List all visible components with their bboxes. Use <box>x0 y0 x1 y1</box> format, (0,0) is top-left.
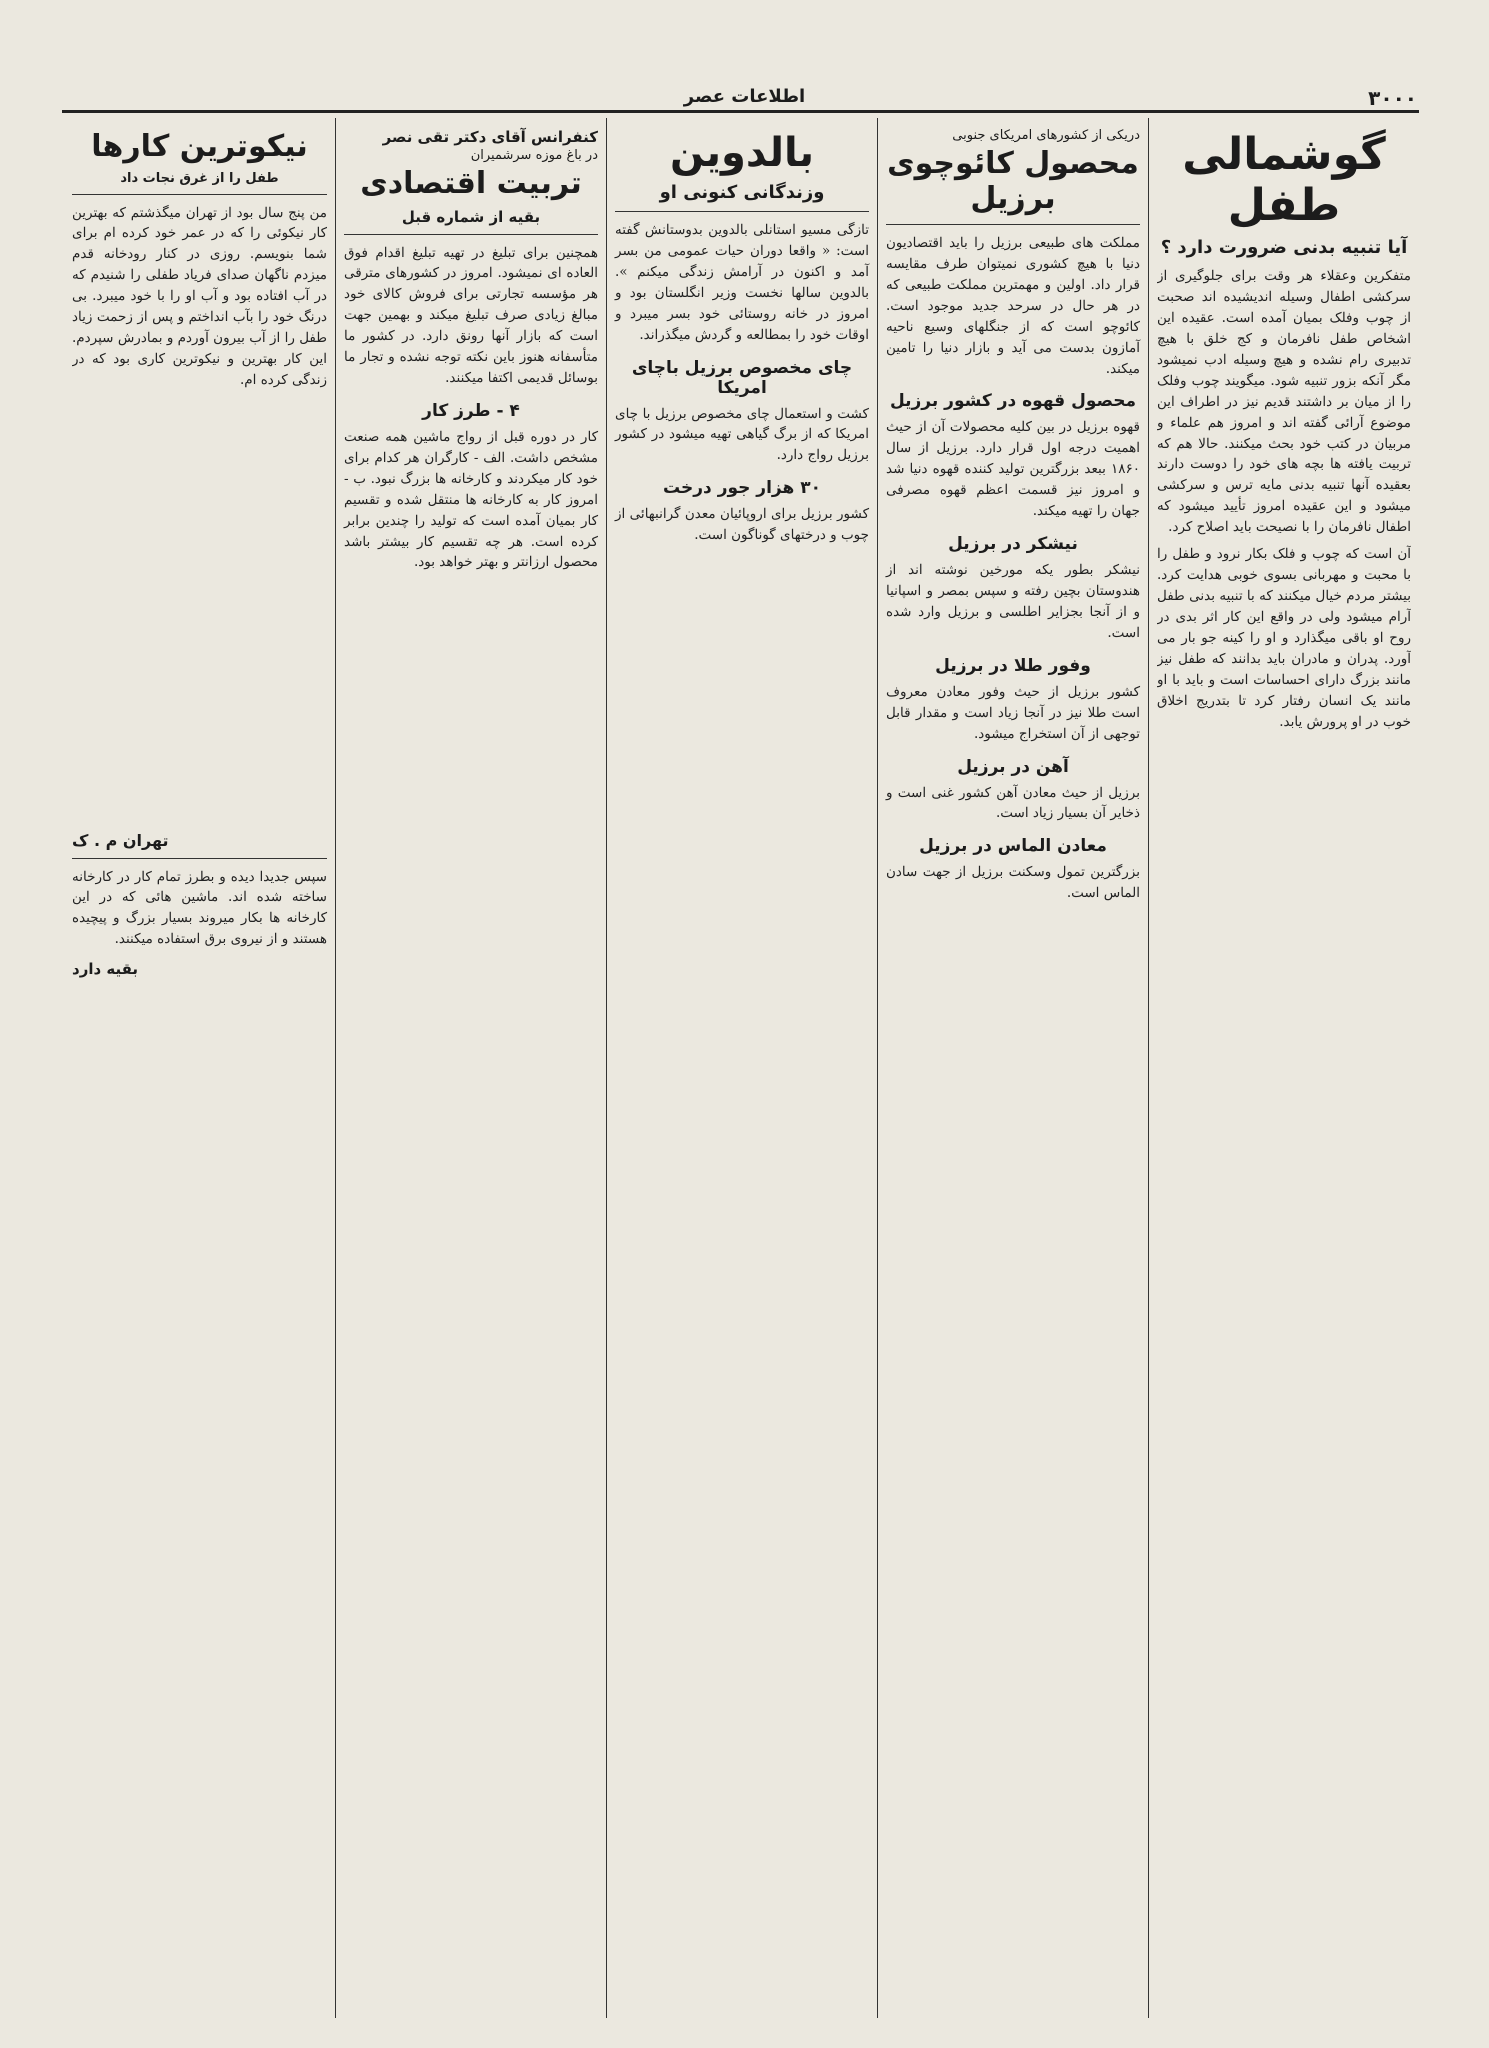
article-paragraph: کشت و استعمال چای مخصوص برزیل با چای امریکا که از برگ گیاهی تهیه میشود در کشور برزیل رواج دارد. <box>615 405 869 464</box>
section-title: محصول قهوه در کشور برزیل <box>889 391 1137 412</box>
divider <box>344 234 598 235</box>
byline: طفل را از غرق نجات داد <box>120 170 279 186</box>
article-paragraph: مملکت های طبیعی برزیل را باید اقتصادیون دنیا با هیچ کشوری نمیتوان طرف مقایسه قرار داد. اولین و مهمترین مملکت طبیعی که در هر حال در سرحد جدید موجود است. کائوچو است که از جنگلهای وسیع ناحیه آمازون بدست می آید و بازار دنیا را تامین میکند. <box>886 235 1140 377</box>
continued-note: بقیه از شماره قبل <box>401 207 541 226</box>
article-body <box>72 203 327 823</box>
section-title: ۳۰ هزار جور درخت <box>663 478 821 499</box>
article-paragraph: من پنج سال بود از تهران میگذشتم که بهترین کار نیکوئی را که در عمر خود کرده ام برای شما بنویسم. روزی در کنار رودخانه قدم میزدم ناگهان صدای فریاد طفلی را شنیدم که در آب افتاده بود و آب او را با خود میبرد. بی درنگ خود را بآب انداختم و پس از زحمت زیاد طفل را از آب بیرون آوردم و بمادرش سپردم. این کار بهترین و نیکوترین کاری بود که در زندگی کرده ام. <box>72 204 327 388</box>
header-rule <box>62 110 1419 113</box>
article-paragraph: کشور برزیل برای اروپائیان معدن گرانبهائی از چوب و درختهای گوناگون است. <box>615 506 869 544</box>
headline-baldwin: بالدوین <box>669 130 815 176</box>
section-title: آهن در برزیل <box>957 756 1069 777</box>
divider <box>72 194 327 195</box>
headline-economic-education: تربیت اقتصادی <box>360 166 582 201</box>
article-paragraph: سپس جدیدا دیده و بطرز تمام کار در کارخانه ساخته شده اند. ماشین هائی که در این کارخانه ها بکار میروند بسیار بزرگ و پیچیده هستند و از نیروی برق استفاده میکنند. <box>72 868 327 948</box>
section-title: معادن الماس در برزیل <box>919 836 1107 857</box>
divider <box>72 858 327 859</box>
section-title: نیشکر در برزیل <box>948 534 1078 555</box>
paper-name: اطلاعات عصر <box>683 86 806 107</box>
columns <box>62 118 1419 2018</box>
article-paragraph: قهوه برزیل در بین کلیه محصولات آن از حیث اهمیت درجه اول قرار دارد. برزیل از سال ۱۸۶۰ ببعد بزرگترین تولید کننده قهوه دنیا شد و امروز نیز قسمت اعظم قهوه مصرفی جهان را تهیه میکند. <box>886 419 1140 520</box>
column-5 <box>64 118 335 2018</box>
column-3 <box>606 118 877 2018</box>
article-paragraph: متفکرین وعقلاء هر وقت برای جلوگیری از سرکشی اطفال وسیله اندیشیده اند صحبت از چوب وفلک بمیان آمده است. عقیده این اشخاص طفل نافرمان و کج خلق با هیچ تدبیری رام نشده و هیچ وسیله ادب نمیشود مگر آنکه بزور تنبیه شود. میگویند چوب وفلک را از میان بر داشتند قدیم نیز در اطراف این موضوع آرائی گفته اند و امروز هم علماء و مربیان در کتب خود بحث میکنند. حالا هم که تربیت یافته ها بچه های خود را دوست دارند بعقیده آنها تنبیه بدنی مایه ترس و سرکشی میشود و این عقیده امروز تأیید میشود که اطفال نافرمان را با نصیحت باید اصلاح کرد. <box>1157 268 1411 536</box>
section-title: چای مخصوص برزیل باچای امریکا <box>631 357 853 398</box>
kicker-location: در باغ موزه سرشمیران <box>470 148 598 163</box>
headline-spanking-child: گوشمالی طفل <box>1182 129 1386 231</box>
article-paragraph: آن است که چوب و فلک بکار نرود و طفل را با محبت و مهربانی بسوی خوبی هدایت کرد. بیشتر مردم خیال میکنند که با تنبیه بدنی طفل آرام میشود ولی در واقع این کار اثر بدی در روح او باقی میگذارد و او را کینه جو بار می آورد. پدران و مادران باید بدانند که طفل نیز مانند بزرگ دارای احساسات است و باید با او مانند یک انسان رفتار کرد تا بتدریج اخلاق خوب در او پرورش یابد. <box>1157 546 1411 730</box>
page-number: ۳۰۰۰ <box>1368 86 1417 110</box>
headline-brazil-rubber: محصول کائوچوی برزیل <box>887 146 1139 216</box>
subhead-baldwin-life: وزندگانی کنونی او <box>659 182 825 203</box>
divider <box>886 224 1140 225</box>
column-2 <box>877 118 1148 2018</box>
article-paragraph: نیشکر بطور یکه مورخین نوشته اند از هندوستان بچین رفته و سپس بمصر و اسپانیا و از آنجا بجزایر اطلسی و برزیل وارد شده است. <box>886 562 1140 641</box>
headline-best-deeds: نیکوترین کارها <box>91 129 308 164</box>
article-paragraph: تازگی مسیو استانلی بالدوین بدوستانش گفته است: « واقعا دوران حیات عمومی من بسر آمد و اکنون در آرامش زندگی میکنم ». بالدوین سالها نخست وزیر انگلستان بود و امروز در خانه روستائی خود بسر میبرد و اوقات خود را بمطالعه و گردش میگذراند. <box>615 222 869 343</box>
kicker: کنفرانس آقای دکتر تقی نصر <box>382 128 598 146</box>
article-paragraph: بزرگترین تمول وسکنت برزیل از جهت سادن الماس است. <box>886 864 1140 902</box>
article-paragraph: برزیل از حیث معادن آهن کشور غنی است و ذخایر آن بسیار زیاد است. <box>886 784 1140 822</box>
column-1 <box>1148 118 1419 2018</box>
article-paragraph: کار در دوره قبل از رواج ماشین همه صنعت مشخص داشت. الف - کارگران هر کدام برای خود کار میکردند و کارخانه ها بزرگ نبود. ب - امروز کار به کارخانه ها منتقل شده و تقسیم کار بمیان آمده است که تولید را چندین برابر کرده است. هر چه تقسیم کار بیشتر باشد محصول ارزانتر و بهتر خواهد بود. <box>344 428 598 571</box>
divider <box>615 211 869 212</box>
continued-label: بقیه دارد <box>72 960 139 979</box>
signoff: تهران م . ک <box>72 830 169 850</box>
subhead-corporal-punishment: آیا تنبیه بدنی ضرورت دارد ؟ <box>1160 237 1408 259</box>
column-4 <box>335 118 606 2018</box>
article-body <box>1157 266 1411 1766</box>
section-title: وفور طلا در برزیل <box>935 655 1091 676</box>
kicker: دریکی از کشورهای امریکای جنوبی <box>952 128 1140 143</box>
section-title: ۴ - طرز کار <box>422 400 520 421</box>
article-paragraph: کشور برزیل از حیث وفور معادن معروف است طلا نیز در آنجا زیاد است و مقدار قابل توجهی از آن استخراج میشود. <box>886 683 1140 742</box>
article-paragraph: همچنین برای تبلیغ در تهیه تبلیغ اقدام فوق العاده ای نمیشود. امروز در کشورهای مترقی هر مؤسسه تجارتی برای فروش کالای خود مبالغ زیادی صرف تبلیغ میکند و بهمین جهت است که بازار آنها رونق دارد. در کشور ما متأسفانه هنوز باین نکته توجه نشده و تجار ما بوسائل قدیمی اکتفا میکنند. <box>344 244 598 387</box>
